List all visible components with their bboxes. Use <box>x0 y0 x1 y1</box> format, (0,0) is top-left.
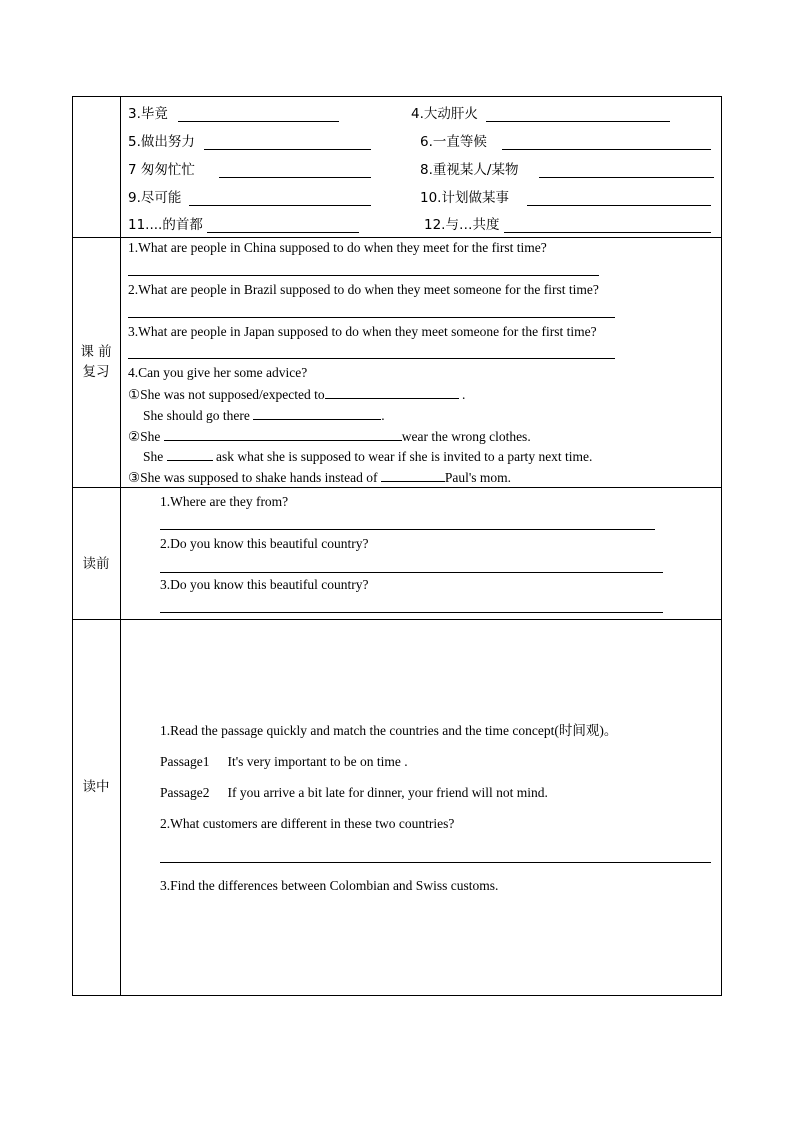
vocab-item: 3.毕竟 <box>128 106 168 122</box>
reading-task-2: 2.What customers are different in these two countries? <box>160 816 455 831</box>
passage-2-label: Passage2 <box>160 785 210 800</box>
review-question-3: 3.What are people in Japan supposed to do when they meet someone for the first time? <box>128 324 597 339</box>
advice-blank[interactable] <box>325 386 459 399</box>
vocab-blank[interactable] <box>219 177 371 178</box>
advice-blank[interactable] <box>381 469 445 482</box>
passage-2-row <box>160 785 548 801</box>
vocab-blank[interactable] <box>207 232 359 233</box>
passage-1-label: Passage1 <box>160 754 210 769</box>
advice-line-1: ①She was not supposed/expected to . <box>128 387 466 402</box>
answer-line[interactable] <box>160 612 663 613</box>
answer-line[interactable] <box>160 572 663 573</box>
advice-line-5: ③She was supposed to shake hands instead of Paul's mom. <box>128 470 512 485</box>
passage-1-text: It's very important to be on time . <box>227 754 408 769</box>
vocab-item: 11....的首都 <box>128 217 203 233</box>
vocab-item: 10.计划做某事 <box>420 190 509 206</box>
vocab-blank[interactable] <box>539 177 714 178</box>
review-question-1: 1.What are people in China supposed to do when they meet for the first time? <box>128 240 547 255</box>
vocab-item: 6.一直等候 <box>420 134 487 150</box>
vocab-blank[interactable] <box>486 121 670 122</box>
reading-task-3: 3.Find the differences between Colombian and Swiss customs. <box>160 878 499 893</box>
vocab-blank[interactable] <box>178 121 339 122</box>
vocab-item: 5.做出努力 <box>128 134 195 150</box>
vocab-item: 8.重视某人/某物 <box>420 162 519 178</box>
vocab-blank[interactable] <box>502 149 711 150</box>
answer-line[interactable] <box>160 529 655 530</box>
label-column-divider <box>120 96 121 996</box>
passage-1-row <box>160 754 408 770</box>
pre-reading-question-1: 1.Where are they from? <box>160 494 289 509</box>
section-label-review: 课 前 复习 <box>80 344 112 380</box>
advice-blank[interactable] <box>167 448 213 461</box>
passage-2-text: If you arrive a bit late for dinner, your friend will not mind. <box>227 785 548 800</box>
pre-reading-question-3: 3.Do you know this beautiful country? <box>160 577 369 592</box>
row-divider-3 <box>72 619 722 620</box>
vocab-blank[interactable] <box>527 205 711 206</box>
vocab-item: 4.大动肝火 <box>411 106 478 122</box>
answer-line[interactable] <box>128 317 615 318</box>
vocab-item: 12.与…共度 <box>424 217 500 233</box>
answer-line[interactable] <box>128 358 615 359</box>
review-question-2: 2.What are people in Brazil supposed to do when they meet someone for the first time? <box>128 282 599 297</box>
pre-reading-question-2: 2.Do you know this beautiful country? <box>160 536 369 551</box>
review-question-4: 4.Can you give her some advice? <box>128 365 308 380</box>
reading-task-1: 1.Read the passage quickly and match the countries and the time concept(时间观)。 <box>160 723 618 738</box>
answer-line[interactable] <box>128 275 599 276</box>
answer-line[interactable] <box>160 862 711 863</box>
section-label-pre-reading: 读前 <box>82 556 110 572</box>
vocab-blank[interactable] <box>189 205 371 206</box>
row-divider-2 <box>72 487 722 488</box>
row-divider-1 <box>72 237 722 238</box>
vocab-blank[interactable] <box>204 149 371 150</box>
vocab-item: 9.尽可能 <box>128 190 182 206</box>
vocab-blank[interactable] <box>504 232 711 233</box>
advice-blank[interactable] <box>253 407 381 420</box>
advice-line-4: She ask what she is supposed to wear if she is invited to a party next time. <box>143 449 593 464</box>
advice-line-2: She should go there . <box>143 408 385 423</box>
advice-blank[interactable] <box>164 428 402 441</box>
vocab-item: 7 匆匆忙忙 <box>128 162 195 178</box>
advice-line-3: ②She wear the wrong clothes. <box>128 429 531 444</box>
section-label-while-reading: 读中 <box>82 779 110 795</box>
